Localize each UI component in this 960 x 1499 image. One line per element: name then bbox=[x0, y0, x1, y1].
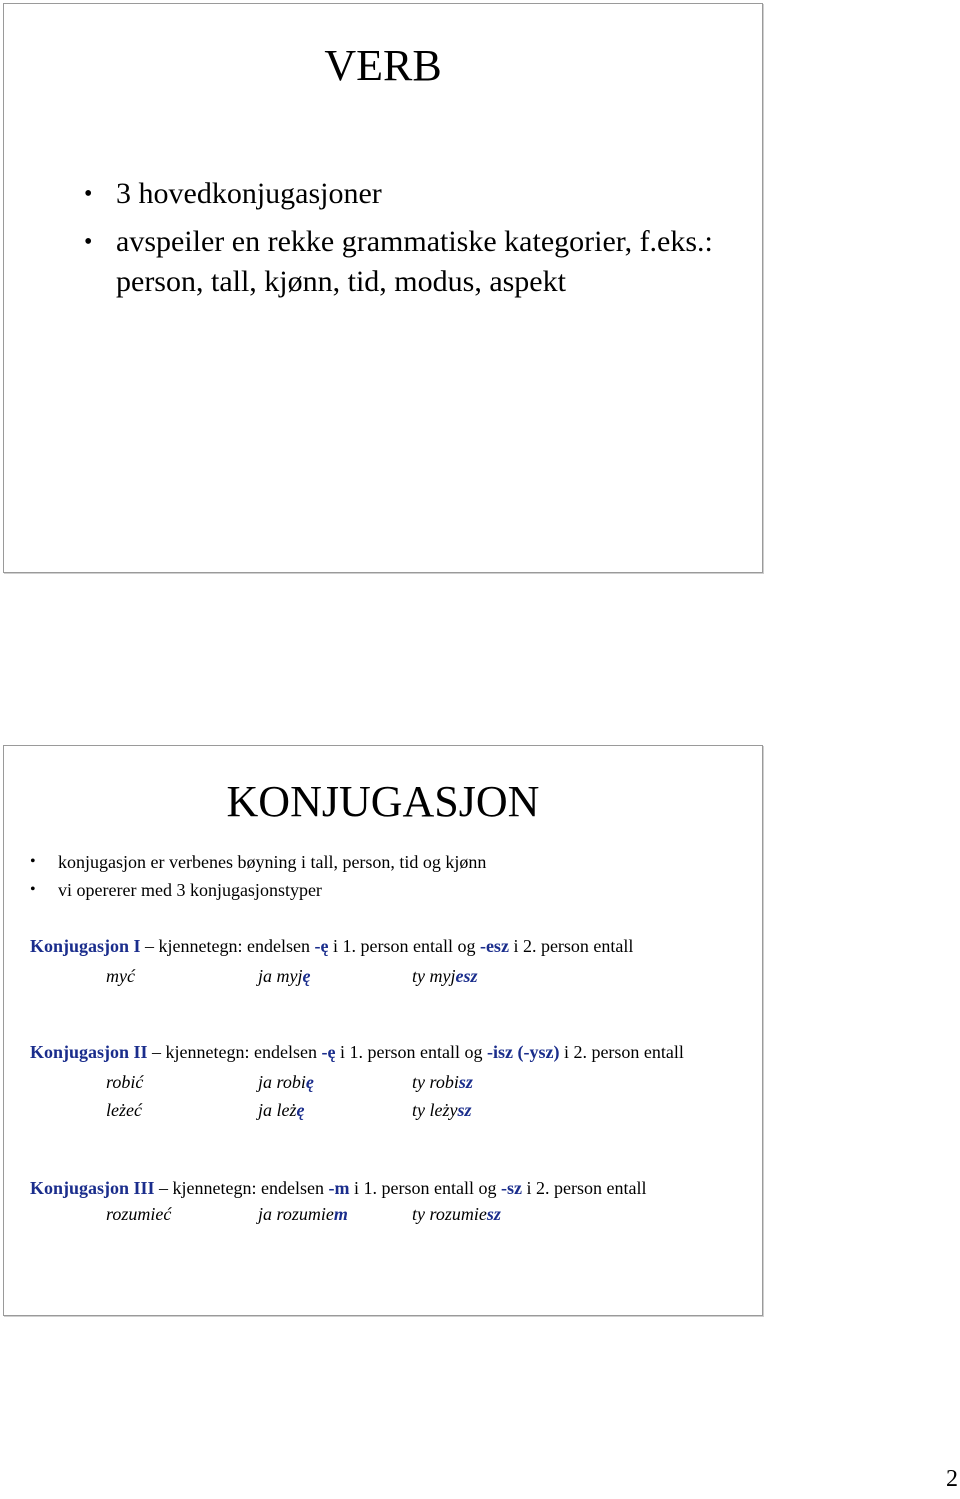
list-item bbox=[30, 848, 730, 876]
example-table bbox=[106, 1200, 730, 1228]
description-text: – kjennetegn: endelsen bbox=[154, 1178, 329, 1198]
ending-2: -sz bbox=[500, 1178, 522, 1198]
description-text: – kjennetegn: endelsen bbox=[140, 936, 315, 956]
slide-verb bbox=[3, 3, 763, 573]
second-person-form: ty rozumiesz bbox=[412, 1204, 501, 1224]
conjugation-description bbox=[30, 1176, 730, 1200]
page-number: 2 bbox=[946, 1466, 958, 1492]
description-text: i 2. person entall bbox=[559, 1042, 684, 1062]
slide-konjugasjon bbox=[3, 745, 763, 1316]
first-person-form: ja leżę bbox=[258, 1100, 305, 1120]
conjugation-description bbox=[30, 934, 730, 958]
example-row bbox=[106, 1096, 730, 1124]
ending-1: -m bbox=[328, 1178, 350, 1198]
ending-2: -esz bbox=[479, 936, 509, 956]
infinitive: leżeć bbox=[106, 1100, 142, 1120]
bullet-text: 3 hovedkonjugasjoner bbox=[116, 177, 382, 210]
bullet-icon: • bbox=[30, 881, 36, 898]
second-person-form: ty leżysz bbox=[412, 1100, 472, 1120]
example-table bbox=[106, 962, 730, 990]
second-person-form: ty myjesz bbox=[412, 966, 478, 986]
ending-2: -isz (-ysz) bbox=[486, 1042, 560, 1062]
bullet-list bbox=[30, 848, 730, 904]
second-person-form: ty robisz bbox=[412, 1072, 473, 1092]
conjugation-description bbox=[30, 1040, 730, 1064]
bullet-text: avspeiler en rekke grammatiske kategorier, f.eks.: person, tall, kjønn, tid, modus, aspekt bbox=[116, 225, 713, 298]
bullet-list bbox=[84, 174, 724, 310]
bullet-icon: • bbox=[84, 181, 93, 207]
conjugation-label: Konjugasjon III bbox=[30, 1178, 155, 1198]
list-item bbox=[30, 876, 730, 904]
description-text: – kjennetegn: endelsen bbox=[147, 1042, 322, 1062]
conjugation-label: Konjugasjon II bbox=[30, 1042, 148, 1062]
example-table bbox=[106, 1068, 730, 1124]
example-row bbox=[106, 1200, 730, 1228]
description-text: i 1. person entall og bbox=[335, 1042, 487, 1062]
ending-1: -ę bbox=[321, 1042, 336, 1062]
infinitive: rozumieć bbox=[106, 1204, 172, 1224]
ending-1: -ę bbox=[314, 936, 329, 956]
bullet-icon: • bbox=[30, 853, 36, 870]
slide-title: VERB bbox=[324, 41, 442, 90]
first-person-form: ja robię bbox=[258, 1072, 314, 1092]
bullet-text: vi opererer med 3 konjugasjonstyper bbox=[58, 880, 322, 900]
list-item bbox=[84, 174, 724, 214]
slide-title: KONJUGASJON bbox=[226, 777, 540, 826]
infinitive: robić bbox=[106, 1072, 144, 1092]
first-person-form: ja rozumiem bbox=[258, 1204, 348, 1224]
infinitive: myć bbox=[106, 966, 135, 986]
conjugation-2 bbox=[30, 1040, 730, 1124]
conjugation-1 bbox=[30, 934, 730, 990]
description-text: i 1. person entall og bbox=[349, 1178, 501, 1198]
description-text: i 1. person entall og bbox=[328, 936, 480, 956]
example-row bbox=[106, 1068, 730, 1096]
description-text: i 2. person entall bbox=[508, 936, 634, 956]
bullet-text: konjugasjon er verbenes bøyning i tall, person, tid og kjønn bbox=[58, 852, 487, 872]
list-item bbox=[84, 222, 724, 302]
bullet-icon: • bbox=[84, 229, 93, 255]
conjugation-label: Konjugasjon I bbox=[30, 936, 141, 956]
conjugation-3 bbox=[30, 1176, 730, 1228]
example-row bbox=[106, 962, 730, 990]
first-person-form: ja myję bbox=[258, 966, 311, 986]
description-text: i 2. person entall bbox=[521, 1178, 647, 1198]
